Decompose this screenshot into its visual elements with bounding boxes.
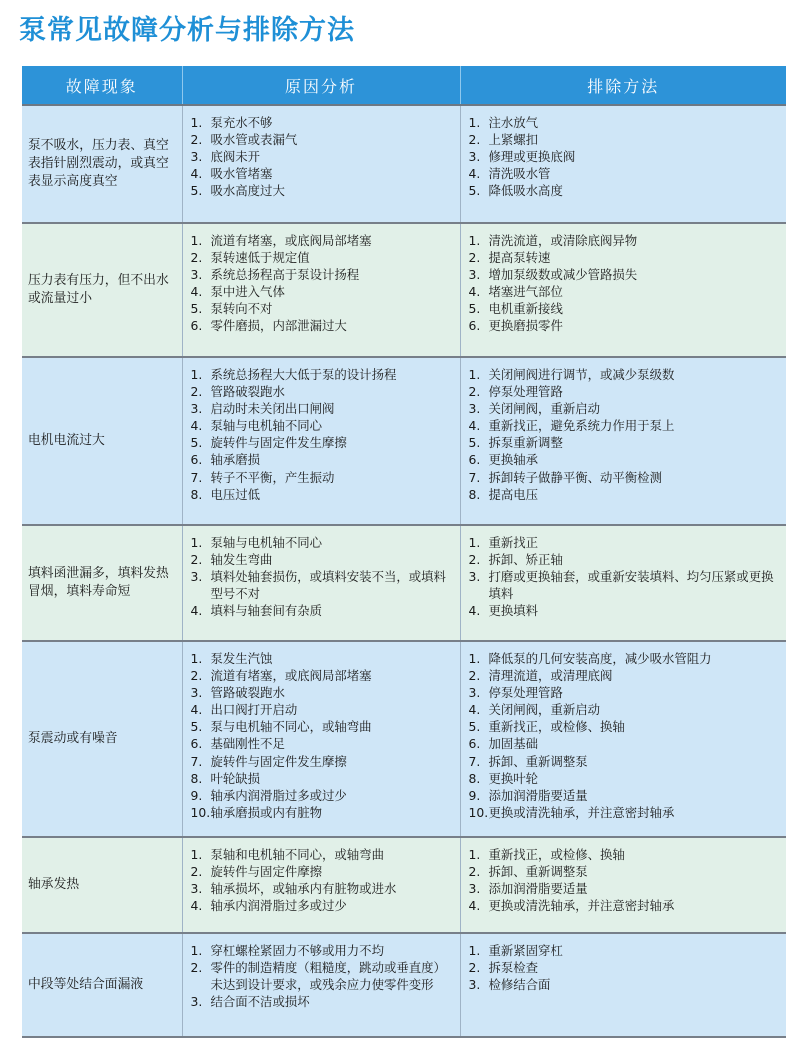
item-number: 7.: [468, 753, 481, 769]
list-item: [191, 165, 454, 182]
list-item: [191, 366, 454, 383]
list-item: [191, 787, 454, 804]
item-number: 10.: [190, 804, 211, 820]
remedy-list: [469, 114, 781, 199]
remedy-cell: [460, 525, 786, 641]
cause-cell: [182, 837, 460, 933]
table-row: [22, 641, 786, 837]
item-number: 1.: [190, 367, 203, 382]
list-item: [191, 602, 454, 619]
list-item: [469, 366, 781, 383]
list-item: [469, 718, 781, 735]
list-item: [191, 417, 454, 434]
list-item: [469, 148, 781, 165]
list-item: [469, 602, 781, 619]
list-item: [469, 650, 781, 667]
item-text: 管路破裂跑水: [210, 384, 285, 400]
symptom-cell: 泵震动或有噪音: [22, 641, 182, 837]
item-text: 清理流道，或清理底阀: [488, 668, 613, 684]
item-text: 重新找正，或检修、换轴: [488, 719, 625, 735]
item-text: 泵轴与电机轴不同心: [210, 535, 323, 550]
item-number: 1.: [468, 367, 481, 382]
list-item: [469, 959, 781, 976]
list-item: [469, 701, 781, 718]
list-item: [469, 667, 781, 684]
list-item: [469, 131, 781, 148]
symptom-cell: 中段等处结合面漏液: [22, 933, 182, 1037]
symptom-cell: 泵不吸水，压力表、真空表指针剧烈震动，或真空表显示高度真空: [22, 105, 182, 223]
item-text: 基础刚性不足: [210, 736, 285, 752]
list-item: [191, 451, 454, 468]
item-text: 泵与电机轴不同心，或轴弯曲: [210, 719, 372, 735]
item-text: 拆卸、矫正轴: [488, 552, 563, 568]
item-number: 5.: [190, 435, 203, 451]
list-item: [469, 551, 781, 568]
symptom-cell: 电机电流过大: [22, 357, 182, 525]
item-text: 泵转向不对: [210, 301, 273, 317]
table-row: [22, 525, 786, 641]
list-item: [469, 735, 781, 752]
symptom-cell: 压力表有压力，但不出水或流量过小: [22, 223, 182, 357]
item-text: 电压过低: [210, 486, 261, 502]
item-number: 5.: [190, 301, 203, 317]
item-text: 清洗吸水管: [488, 166, 551, 182]
fault-table: [22, 66, 786, 1038]
list-item: [469, 534, 781, 551]
list-item: [191, 469, 454, 486]
item-text: 泵发生汽蚀: [210, 651, 273, 666]
remedy-list: [469, 846, 781, 914]
item-number: 6.: [190, 452, 203, 468]
list-item: [469, 114, 781, 131]
item-number: 3.: [190, 685, 203, 701]
list-item: [469, 300, 781, 317]
item-number: 2.: [190, 864, 203, 880]
table-row: [22, 105, 786, 223]
item-text: 出口阀打开启动: [210, 702, 298, 718]
item-number: 3.: [468, 267, 481, 283]
remedy-cell: [460, 641, 786, 837]
item-number: 2.: [190, 552, 203, 568]
item-text: 拆泵重新调整: [488, 435, 563, 451]
cause-cell: [182, 641, 460, 837]
item-number: 3.: [190, 994, 203, 1010]
item-number: 3.: [190, 569, 203, 585]
item-number: 8.: [468, 770, 481, 786]
item-number: 3.: [468, 685, 481, 701]
list-item: [469, 266, 781, 283]
item-text: 零件磨损，内部泄漏过大: [210, 318, 347, 334]
item-text: 降低吸水高度: [488, 183, 563, 199]
item-number: 2.: [190, 960, 203, 976]
item-number: 2.: [190, 132, 203, 148]
item-number: 2.: [190, 668, 203, 684]
list-item: [191, 534, 454, 551]
item-text: 更换或清洗轴承，并注意密封轴承: [488, 898, 675, 914]
cause-cell: [182, 933, 460, 1037]
item-number: 3.: [468, 881, 481, 897]
item-text: 注水放气: [488, 115, 539, 130]
cause-cell: [182, 525, 460, 641]
item-number: 3.: [190, 267, 203, 283]
list-item: [191, 942, 454, 959]
item-number: 8.: [190, 486, 203, 502]
list-item: [191, 770, 454, 787]
list-item: [469, 383, 781, 400]
item-number: 3.: [190, 881, 203, 897]
page-title: 泵常见故障分析与排除方法: [19, 15, 355, 46]
item-text: 添加润滑脂要适量: [488, 787, 588, 803]
item-number: 5.: [468, 183, 481, 199]
item-text: 轴承磨损: [210, 452, 261, 468]
item-number: 4.: [468, 284, 481, 300]
list-item: [191, 701, 454, 718]
item-text: 轴承内润滑脂过多或过少: [210, 898, 347, 914]
list-item: [469, 880, 781, 897]
item-text: 泵中进入气体: [210, 284, 285, 300]
list-item: [469, 753, 781, 770]
item-text: 泵轴与电机轴不同心: [210, 418, 323, 434]
item-number: 2.: [190, 250, 203, 266]
list-item: [191, 568, 454, 602]
item-number: 1.: [190, 535, 203, 550]
list-item: [191, 650, 454, 667]
item-text: 轴承损坏，或轴承内有脏物或进水: [210, 881, 397, 897]
item-number: 5.: [468, 435, 481, 451]
item-number: 1.: [190, 651, 203, 666]
item-number: 2.: [468, 132, 481, 148]
item-text: 停泵处理管路: [488, 384, 563, 400]
item-text: 降低泵的几何安装高度，减少吸水管阻力: [488, 651, 712, 666]
item-text: 拆卸、重新调整泵: [488, 864, 588, 880]
item-number: 2.: [468, 960, 481, 976]
cause-cell: [182, 357, 460, 525]
item-number: 3.: [468, 977, 481, 993]
item-number: 3.: [468, 401, 481, 417]
item-text: 加固基础: [488, 736, 539, 752]
list-item: [191, 897, 454, 914]
item-number: 6.: [190, 736, 203, 752]
list-item: [191, 383, 454, 400]
cause-cell: [182, 223, 460, 357]
item-number: 8.: [468, 486, 481, 502]
remedy-list: [469, 366, 781, 503]
item-number: 3.: [468, 149, 481, 165]
list-item: [469, 232, 781, 249]
item-number: 3.: [190, 401, 203, 417]
item-text: 启动时未关闭出口闸阀: [210, 401, 335, 417]
list-item: [191, 249, 454, 266]
item-text: 结合面不洁或损坏: [210, 994, 310, 1010]
list-item: [191, 863, 454, 880]
item-text: 重新找正: [488, 535, 539, 550]
item-number: 5.: [190, 183, 203, 199]
cause-cell: [182, 105, 460, 223]
list-item: [469, 182, 781, 199]
table-row: [22, 223, 786, 357]
item-text: 转子不平衡，产生振动: [210, 469, 335, 485]
list-item: [469, 897, 781, 914]
item-text: 更换或清洗轴承，并注意密封轴承: [488, 804, 675, 820]
cause-list: [191, 846, 454, 914]
item-text: 流道有堵塞，或底阀局部堵塞: [210, 668, 372, 684]
item-text: 停泵处理管路: [488, 685, 563, 701]
item-number: 6.: [468, 452, 481, 468]
item-text: 旋转件与固定件发生摩擦: [210, 753, 347, 769]
item-text: 吸水管或表漏气: [210, 132, 298, 148]
list-item: [191, 266, 454, 283]
item-text: 填料与轴套间有杂质: [210, 603, 323, 619]
list-item: [469, 469, 781, 486]
cause-list: [191, 366, 454, 503]
item-text: 修理或更换底阀: [488, 149, 576, 165]
item-text: 更换叶轮: [488, 770, 539, 786]
list-item: [191, 400, 454, 417]
list-item: [469, 568, 781, 602]
item-text: 轴承磨损或内有脏物: [210, 804, 323, 820]
list-item: [469, 863, 781, 880]
list-item: [191, 283, 454, 300]
remedy-cell: [460, 223, 786, 357]
item-number: 6.: [468, 736, 481, 752]
list-item: [191, 718, 454, 735]
item-number: 1.: [468, 847, 481, 862]
list-item: [191, 735, 454, 752]
item-number: 7.: [190, 753, 203, 769]
item-text: 零件的制造精度（粗糙度，跳动或垂直度）未达到设计要求，或残余应力使零件变形: [210, 960, 446, 993]
item-text: 检修结合面: [488, 977, 551, 993]
list-item: [469, 787, 781, 804]
item-text: 系统总扬程大大低于泵的设计扬程: [210, 367, 397, 382]
item-number: 6.: [190, 318, 203, 334]
list-item: [191, 667, 454, 684]
item-text: 叶轮缺损: [210, 770, 261, 786]
cause-list: [191, 232, 454, 335]
item-text: 拆卸、重新调整泵: [488, 753, 588, 769]
list-item: [469, 942, 781, 959]
list-item: [191, 148, 454, 165]
cause-list: [191, 534, 454, 619]
item-text: 更换磨损零件: [488, 318, 563, 334]
item-text: 关闭闸阀进行调节，或减少泵级数: [488, 367, 675, 382]
item-number: 1.: [468, 115, 481, 130]
list-item: [191, 753, 454, 770]
item-text: 上紧螺扣: [488, 132, 539, 148]
item-text: 打磨或更换轴套，或重新安装填料、均匀压紧或更换填料: [488, 569, 774, 602]
item-number: 4.: [190, 702, 203, 718]
item-number: 1.: [468, 535, 481, 550]
item-number: 4.: [190, 603, 203, 619]
item-text: 重新紧固穿杠: [488, 943, 563, 958]
remedy-cell: [460, 837, 786, 933]
item-number: 7.: [468, 469, 481, 485]
symptom-cell: 填料函泄漏多，填料发热冒烟，填料寿命短: [22, 525, 182, 641]
item-text: 吸水高度过大: [210, 183, 285, 199]
list-item: [191, 846, 454, 863]
item-text: 轴发生弯曲: [210, 552, 273, 568]
list-item: [191, 131, 454, 148]
list-item: [191, 300, 454, 317]
remedy-list: [469, 232, 781, 335]
item-number: 2.: [468, 250, 481, 266]
item-number: 1.: [190, 115, 203, 130]
list-item: [469, 976, 781, 993]
item-number: 8.: [190, 770, 203, 786]
list-item: [469, 165, 781, 182]
item-number: 1.: [468, 233, 481, 248]
list-item: [191, 880, 454, 897]
item-number: 1.: [190, 847, 203, 862]
list-item: [191, 551, 454, 568]
list-item: [469, 417, 781, 434]
list-item: [191, 232, 454, 249]
item-text: 添加润滑脂要适量: [488, 881, 588, 897]
item-number: 1.: [190, 943, 203, 958]
item-number: 5.: [190, 719, 203, 735]
remedy-cell: [460, 357, 786, 525]
item-text: 泵转速低于规定值: [210, 250, 310, 266]
list-item: [469, 249, 781, 266]
list-item: [191, 182, 454, 199]
item-text: 关闭闸阀，重新启动: [488, 702, 601, 718]
list-item: [469, 317, 781, 334]
item-text: 关闭闸阀，重新启动: [488, 401, 601, 417]
remedy-cell: [460, 105, 786, 223]
list-item: [469, 486, 781, 503]
item-text: 重新找正，避免系统力作用于泵上: [488, 418, 675, 434]
item-number: 7.: [190, 469, 203, 485]
header-symptom: 故障现象: [22, 66, 182, 105]
item-number: 9.: [468, 787, 481, 803]
item-number: 1.: [468, 943, 481, 958]
item-text: 泵充水不够: [210, 115, 273, 130]
item-text: 泵轴和电机轴不同心，或轴弯曲: [210, 847, 384, 862]
list-item: [191, 317, 454, 334]
item-number: 1.: [468, 651, 481, 666]
item-number: 5.: [468, 301, 481, 317]
list-item: [469, 770, 781, 787]
list-item: [191, 434, 454, 451]
remedy-list: [469, 534, 781, 619]
item-text: 拆卸转子做静平衡、动平衡检测: [488, 469, 662, 485]
item-number: 5.: [468, 719, 481, 735]
item-number: 4.: [190, 418, 203, 434]
item-text: 流道有堵塞，或底阀局部堵塞: [210, 233, 372, 248]
item-number: 3.: [468, 569, 481, 585]
item-number: 1.: [190, 233, 203, 248]
list-item: [191, 486, 454, 503]
item-number: 4.: [190, 284, 203, 300]
remedy-list: [469, 650, 781, 821]
remedy-list: [469, 942, 781, 993]
item-text: 提高电压: [488, 486, 539, 502]
list-item: [469, 684, 781, 701]
item-text: 穿杠螺栓紧固力不够或用力不均: [210, 943, 384, 958]
item-number: 2.: [468, 668, 481, 684]
symptom-cell: 轴承发热: [22, 837, 182, 933]
cause-list: [191, 942, 454, 1010]
item-text: 拆泵检查: [488, 960, 539, 976]
item-text: 轴承内润滑脂过多或过少: [210, 787, 347, 803]
item-text: 填料处轴套损伤，或填料安装不当，或填料型号不对: [210, 569, 446, 602]
item-number: 4.: [468, 418, 481, 434]
item-text: 电机重新接线: [488, 301, 563, 317]
item-number: 4.: [468, 898, 481, 914]
list-item: [469, 400, 781, 417]
remedy-cell: [460, 933, 786, 1037]
table-row: [22, 357, 786, 525]
header-cause: 原因分析: [182, 66, 460, 105]
list-item: [191, 804, 454, 821]
item-text: 重新找正，或检修、换轴: [488, 847, 625, 862]
item-number: 4.: [468, 702, 481, 718]
list-item: [469, 434, 781, 451]
item-number: 2.: [468, 384, 481, 400]
list-item: [191, 993, 454, 1010]
item-text: 清洗流道，或清除底阀异物: [488, 233, 638, 248]
item-number: 10.: [468, 804, 489, 820]
item-number: 2.: [468, 864, 481, 880]
item-number: 3.: [190, 149, 203, 165]
list-item: [191, 684, 454, 701]
item-text: 更换填料: [488, 603, 539, 619]
list-item: [469, 804, 781, 821]
item-number: 2.: [190, 384, 203, 400]
item-number: 4.: [468, 603, 481, 619]
item-text: 更换轴承: [488, 452, 539, 468]
item-text: 管路破裂跑水: [210, 685, 285, 701]
list-item: [469, 846, 781, 863]
item-text: 堵塞进气部位: [488, 284, 563, 300]
item-number: 2.: [468, 552, 481, 568]
list-item: [469, 451, 781, 468]
list-item: [191, 114, 454, 131]
item-number: 4.: [468, 166, 481, 182]
cause-list: [191, 114, 454, 199]
table-row: [22, 837, 786, 933]
item-number: 4.: [190, 166, 203, 182]
cause-list: [191, 650, 454, 821]
item-number: 9.: [190, 787, 203, 803]
list-item: [469, 283, 781, 300]
item-text: 底阀未开: [210, 149, 261, 165]
item-number: 4.: [190, 898, 203, 914]
table-row: [22, 933, 786, 1037]
list-item: [191, 959, 454, 993]
item-text: 旋转件与固定件摩擦: [210, 864, 323, 880]
header-remedy: 排除方法: [460, 66, 786, 105]
item-text: 旋转件与固定件发生摩擦: [210, 435, 347, 451]
item-text: 吸水管堵塞: [210, 166, 273, 182]
item-text: 提高泵转速: [488, 250, 551, 266]
item-text: 系统总扬程高于泵设计扬程: [210, 267, 360, 283]
item-text: 增加泵级数或减少管路损失: [488, 267, 638, 283]
item-number: 6.: [468, 318, 481, 334]
